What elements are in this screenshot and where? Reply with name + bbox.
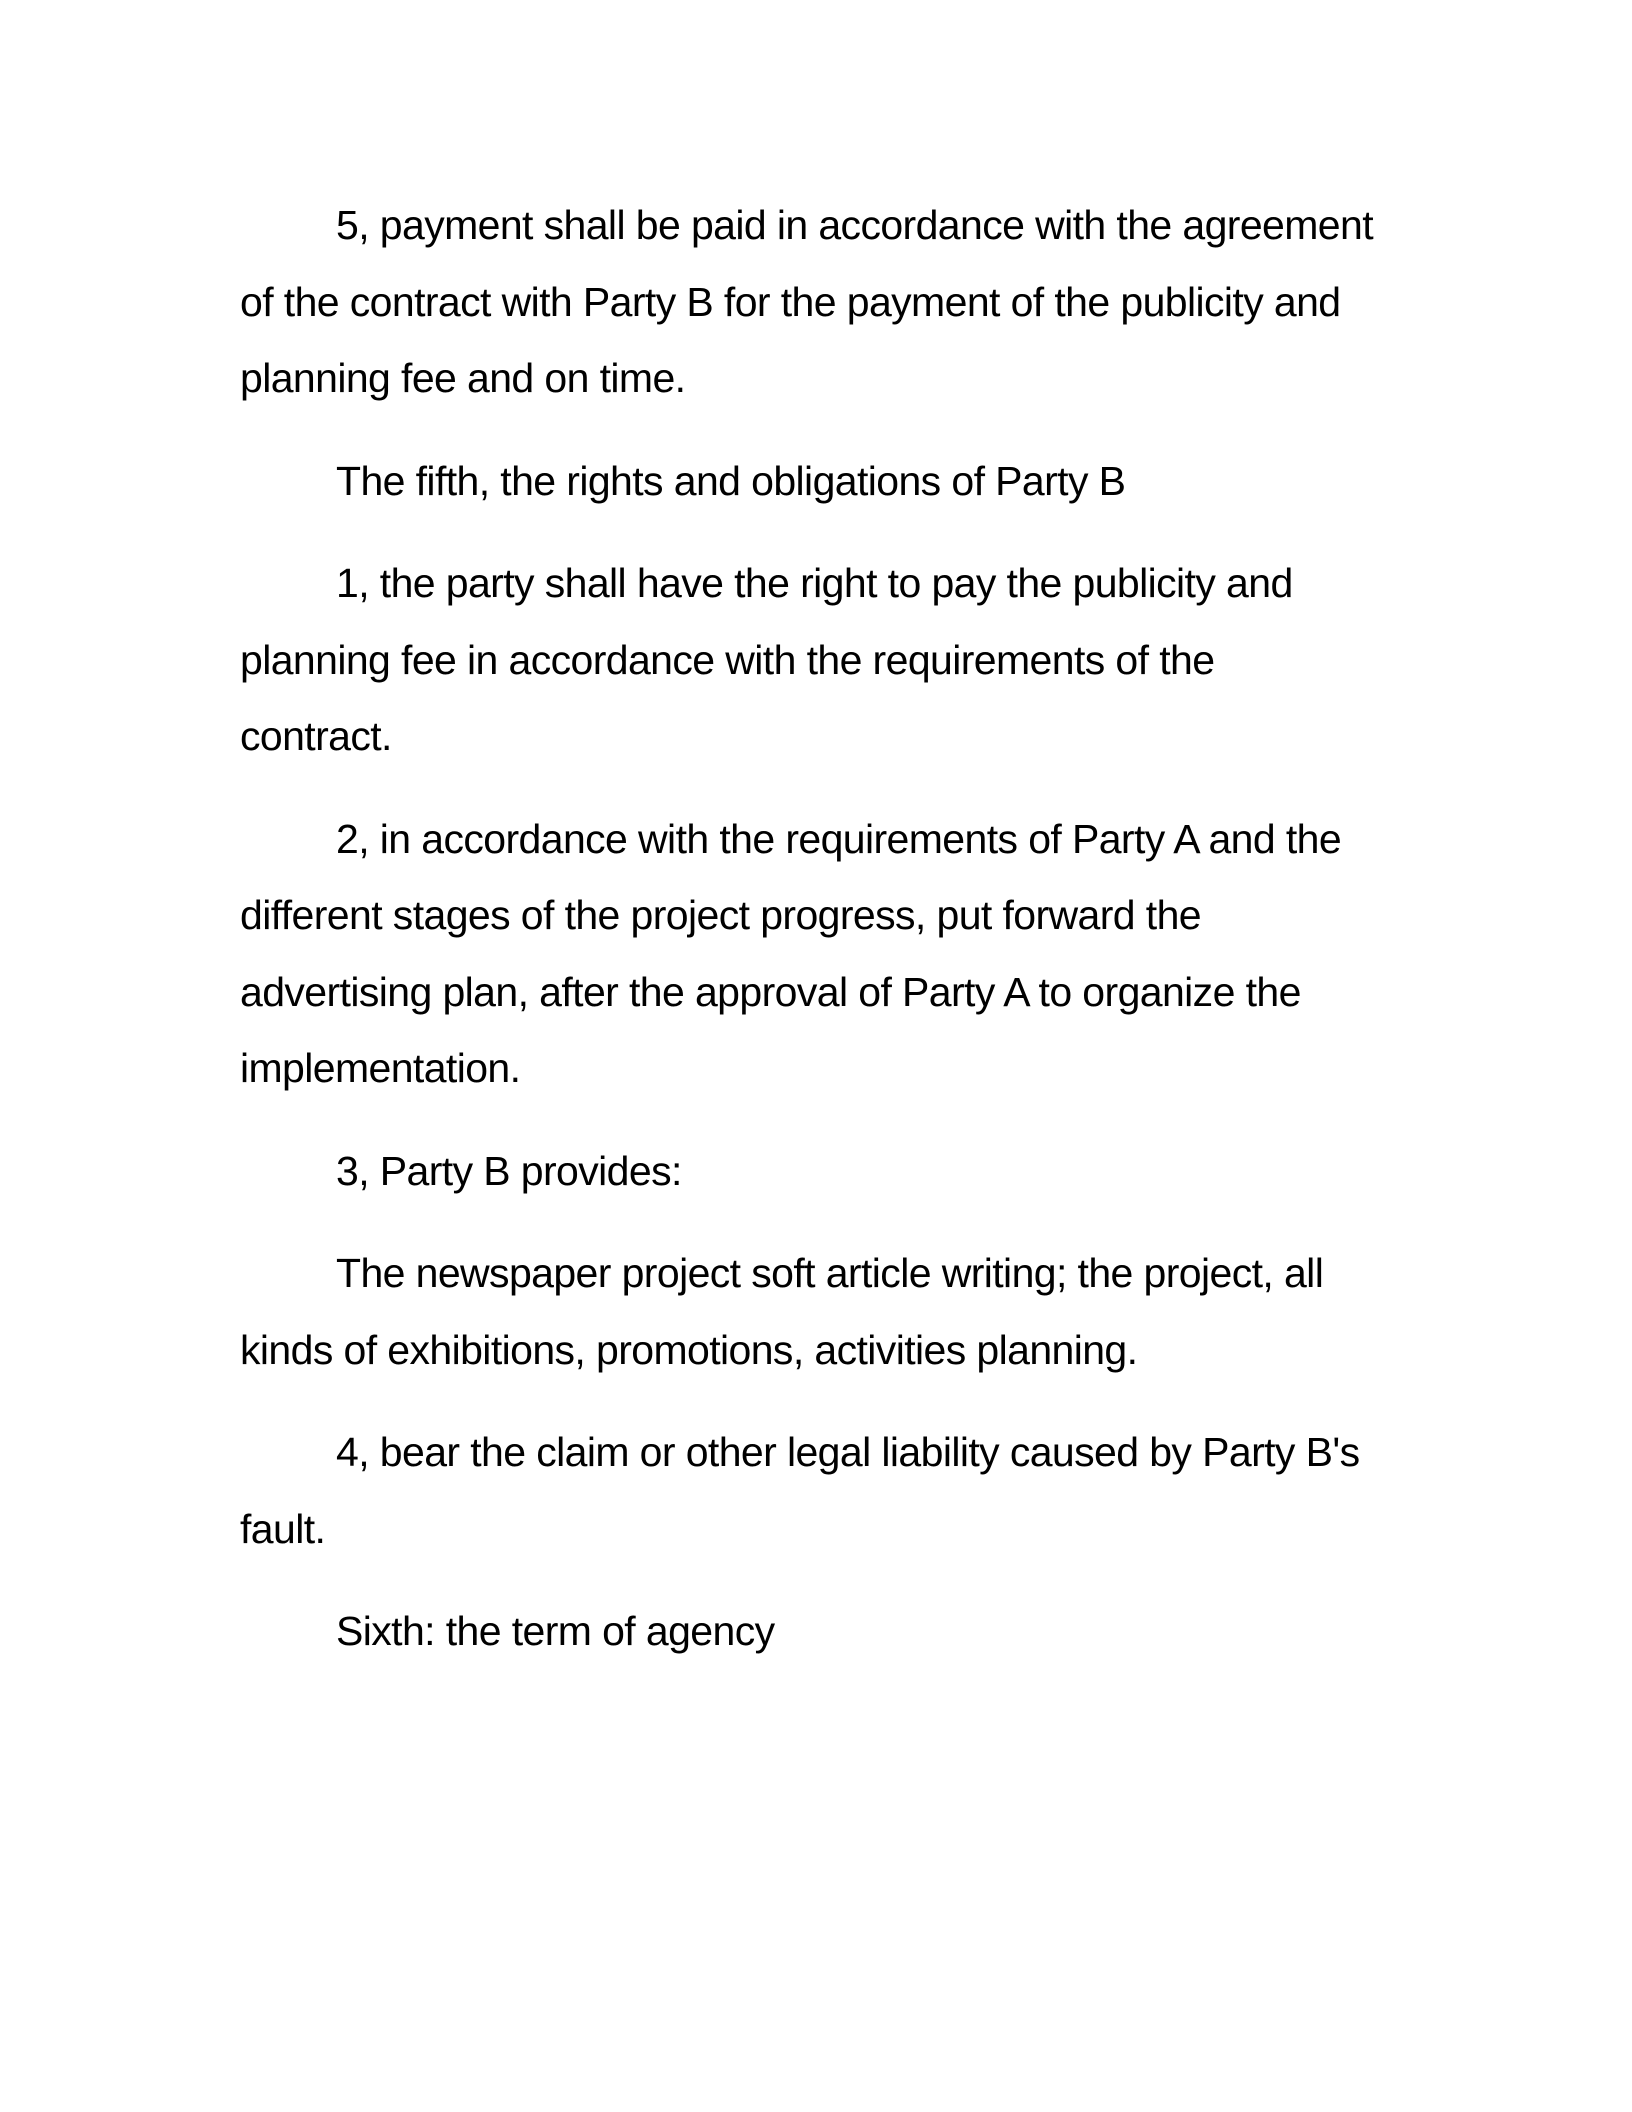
text-line: of the contract with Party B for the payment of the publicity and (240, 278, 1341, 325)
paragraph (240, 443, 1392, 520)
text-line: 1, the party shall have the right to pay the publicity and (336, 560, 1293, 606)
text-line: 2, in accordance with the requirements of Party A and the (336, 815, 1342, 862)
paragraph (240, 1133, 1392, 1210)
text-line: 4, bear the claim or other legal liability caused by Party B's (336, 1429, 1360, 1475)
paragraph (240, 801, 1392, 1107)
paragraph (240, 1593, 1392, 1670)
text-line: The fifth, the rights and obligations of Party B (336, 457, 1126, 504)
text-line: 5, payment shall be paid in accordance with the agreement (336, 202, 1374, 248)
text-line: contract. (240, 713, 392, 759)
text-line: 3, Party B provides: (336, 1147, 682, 1194)
text-line: kinds of exhibitions, promotions, activities planning. (240, 1326, 1138, 1373)
document-body (240, 187, 1392, 1670)
text-line: Sixth: the term of agency (336, 1608, 775, 1654)
paragraph (240, 1414, 1392, 1567)
paragraph (240, 545, 1392, 775)
text-line: fault. (240, 1505, 326, 1552)
paragraph (240, 1235, 1392, 1388)
text-line: The newspaper project soft article writing; the project, all (336, 1250, 1324, 1296)
text-line: planning fee and on time. (240, 355, 686, 401)
text-line: different stages of the project progress, put forward the (240, 892, 1201, 938)
text-line: planning fee in accordance with the requirements of the (240, 636, 1215, 683)
text-line: advertising plan, after the approval of Party A to organize the (240, 968, 1301, 1015)
paragraph (240, 187, 1392, 417)
text-line: implementation. (240, 1045, 521, 1091)
